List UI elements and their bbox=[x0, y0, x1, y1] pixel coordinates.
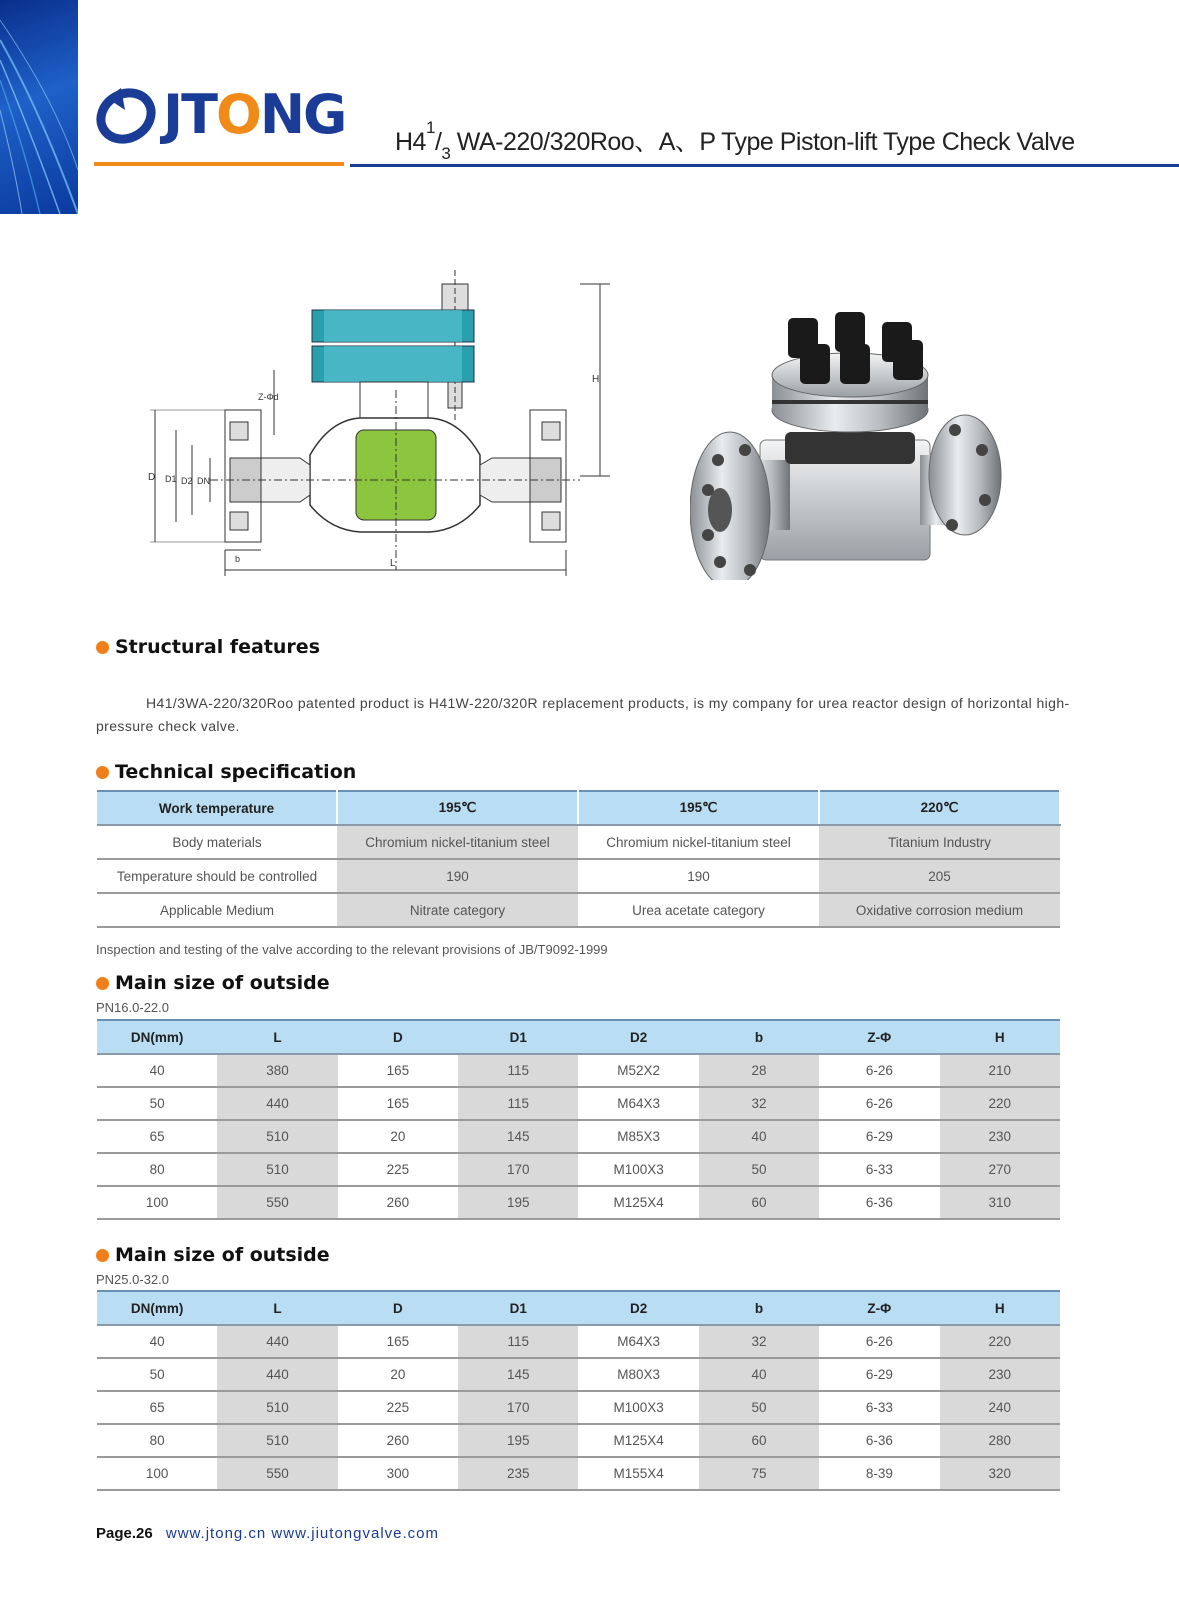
table-header-cell: D1 bbox=[458, 1291, 578, 1325]
table-cell: 170 bbox=[458, 1391, 578, 1424]
page-footer bbox=[96, 1525, 439, 1542]
brand-logo bbox=[95, 80, 345, 150]
table-cell: 300 bbox=[338, 1457, 458, 1490]
table-cell: 195 bbox=[458, 1186, 578, 1219]
table-cell: M64X3 bbox=[578, 1087, 698, 1120]
table-cell: 6-26 bbox=[819, 1325, 939, 1358]
table-cell: M80X3 bbox=[578, 1358, 698, 1391]
inspection-note: Inspection and testing of the valve according to the relevant provisions of JB/T9092-1999 bbox=[96, 942, 608, 957]
table-cell: 60 bbox=[699, 1186, 819, 1219]
table-row bbox=[97, 1391, 1060, 1424]
table-cell: 40 bbox=[699, 1120, 819, 1153]
table-header-cell: Z-Φ bbox=[819, 1291, 939, 1325]
table-cell: Chromium nickel-titanium steel bbox=[337, 825, 578, 859]
page-title: $H4^1/_3$ WA-220/320Roo、A、P Type Piston-lift Type Check Valve bbox=[395, 118, 1075, 163]
table-cell: 260 bbox=[338, 1186, 458, 1219]
table-cell: 510 bbox=[217, 1424, 337, 1457]
bullet-dot-icon bbox=[96, 1249, 109, 1262]
table-row bbox=[97, 859, 1060, 893]
table-cell: 205 bbox=[819, 859, 1060, 893]
table-cell: Body materials bbox=[97, 825, 337, 859]
table-cell: 20 bbox=[338, 1120, 458, 1153]
table-cell: 80 bbox=[97, 1153, 217, 1186]
table-header-cell: D1 bbox=[458, 1020, 578, 1054]
table-cell: 440 bbox=[217, 1358, 337, 1391]
table-header-cell: 195℃ bbox=[337, 791, 578, 825]
table-header-cell: D bbox=[338, 1291, 458, 1325]
table-cell: 220 bbox=[940, 1325, 1060, 1358]
dim-label-h: H bbox=[592, 374, 600, 385]
table-cell: 50 bbox=[97, 1087, 217, 1120]
dim-label-dn: DN bbox=[197, 476, 210, 486]
table-row bbox=[97, 1054, 1060, 1087]
technical-specification-table bbox=[97, 790, 1061, 928]
footer-website-links[interactable]: www.jtong.cn www.jiutongvalve.com bbox=[165, 1525, 439, 1542]
table-cell: 165 bbox=[338, 1054, 458, 1087]
table-cell: 6-26 bbox=[819, 1054, 939, 1087]
technical-specification-heading: Technical specification bbox=[96, 761, 356, 783]
table-cell: 440 bbox=[217, 1325, 337, 1358]
table-header-row bbox=[97, 1020, 1060, 1054]
table-cell: 115 bbox=[458, 1087, 578, 1120]
table-cell: Chromium nickel-titanium steel bbox=[578, 825, 819, 859]
table-cell: 8-39 bbox=[819, 1457, 939, 1490]
table-cell: 50 bbox=[699, 1153, 819, 1186]
table-cell: 260 bbox=[338, 1424, 458, 1457]
table-cell: 60 bbox=[699, 1424, 819, 1457]
main-size-heading-1: Main size of outside bbox=[96, 972, 330, 994]
table-cell: 145 bbox=[458, 1358, 578, 1391]
table-cell: 225 bbox=[338, 1153, 458, 1186]
table-cell: 115 bbox=[458, 1054, 578, 1087]
table-cell: 100 bbox=[97, 1186, 217, 1219]
table-cell: 28 bbox=[699, 1054, 819, 1087]
table-cell: 225 bbox=[338, 1391, 458, 1424]
table-row bbox=[97, 1153, 1060, 1186]
table-cell: M64X3 bbox=[578, 1325, 698, 1358]
table-cell: Nitrate category bbox=[337, 893, 578, 927]
table-cell: 50 bbox=[97, 1358, 217, 1391]
table-cell: 170 bbox=[458, 1153, 578, 1186]
table-cell: 230 bbox=[940, 1120, 1060, 1153]
logo-underline bbox=[94, 162, 344, 166]
dim-label-d2: D2 bbox=[181, 476, 193, 486]
valve-technical-drawing bbox=[140, 270, 640, 595]
structural-features-text: H41/3WA-220/320Roo patented product is H41W-220/320R replacement products, is my company for urea reactor design of horizontal high-pressure check valve. bbox=[96, 695, 1070, 734]
main-size-heading-2: Main size of outside bbox=[96, 1244, 330, 1266]
table-cell: M125X4 bbox=[578, 1424, 698, 1457]
table-cell: 280 bbox=[940, 1424, 1060, 1457]
table-header-cell: b bbox=[699, 1291, 819, 1325]
table-cell: Oxidative corrosion medium bbox=[819, 893, 1060, 927]
table-header-row bbox=[97, 1291, 1060, 1325]
main-size-table-1 bbox=[97, 1019, 1060, 1220]
table-header-cell: 195℃ bbox=[578, 791, 819, 825]
table-cell: 440 bbox=[217, 1087, 337, 1120]
table-cell: 310 bbox=[940, 1186, 1060, 1219]
logo-mark-icon bbox=[95, 80, 157, 150]
table-row bbox=[97, 1186, 1060, 1219]
table-cell: 190 bbox=[337, 859, 578, 893]
bullet-dot-icon bbox=[96, 766, 109, 779]
dim-label-z: Z-Φd bbox=[258, 392, 279, 402]
table-cell: Temperature should be controlled bbox=[97, 859, 337, 893]
table-cell: 210 bbox=[940, 1054, 1060, 1087]
table-row bbox=[97, 1087, 1060, 1120]
table-cell: M155X4 bbox=[578, 1457, 698, 1490]
table-cell: 6-36 bbox=[819, 1424, 939, 1457]
table-header-cell: D2 bbox=[578, 1291, 698, 1325]
table-cell: 510 bbox=[217, 1120, 337, 1153]
table-cell: M52X2 bbox=[578, 1054, 698, 1087]
table-cell: 165 bbox=[338, 1087, 458, 1120]
table-cell: 510 bbox=[217, 1153, 337, 1186]
main-size-table-2 bbox=[97, 1290, 1060, 1491]
table-header-cell: D2 bbox=[578, 1020, 698, 1054]
dim-label-d1: D1 bbox=[165, 474, 177, 484]
pressure-rating-2: PN25.0-32.0 bbox=[96, 1272, 169, 1287]
table-header-cell: Work temperature bbox=[97, 791, 337, 825]
table-cell: 50 bbox=[699, 1391, 819, 1424]
dim-label-d: D bbox=[148, 472, 156, 483]
logo-wordmark: JTONG bbox=[163, 83, 346, 146]
table-cell: 6-29 bbox=[819, 1358, 939, 1391]
table-cell: 165 bbox=[338, 1325, 458, 1358]
table-cell: 320 bbox=[940, 1457, 1060, 1490]
table-cell: 80 bbox=[97, 1424, 217, 1457]
table-cell: 380 bbox=[217, 1054, 337, 1087]
table-header-cell: DN(mm) bbox=[97, 1020, 217, 1054]
table-cell: 40 bbox=[97, 1325, 217, 1358]
table-cell: 75 bbox=[699, 1457, 819, 1490]
table-cell: 20 bbox=[338, 1358, 458, 1391]
table-header-cell: Z-Φ bbox=[819, 1020, 939, 1054]
table-header-cell: D bbox=[338, 1020, 458, 1054]
table-header-cell: 220℃ bbox=[819, 791, 1060, 825]
table-cell: 510 bbox=[217, 1391, 337, 1424]
bullet-dot-icon bbox=[96, 641, 109, 654]
page-number: Page.26 bbox=[96, 1525, 153, 1542]
table-row bbox=[97, 1358, 1060, 1391]
table-cell: 270 bbox=[940, 1153, 1060, 1186]
table-row bbox=[97, 1457, 1060, 1490]
table-header-cell: L bbox=[217, 1020, 337, 1054]
table-cell: 195 bbox=[458, 1424, 578, 1457]
table-cell: M100X3 bbox=[578, 1153, 698, 1186]
dim-label-l: L bbox=[390, 558, 396, 569]
table-cell: 240 bbox=[940, 1391, 1060, 1424]
table-cell: 6-33 bbox=[819, 1391, 939, 1424]
table-cell: Titanium Industry bbox=[819, 825, 1060, 859]
table-cell: 32 bbox=[699, 1325, 819, 1358]
table-cell: M85X3 bbox=[578, 1120, 698, 1153]
corner-decoration bbox=[0, 0, 78, 214]
table-header-cell: b bbox=[699, 1020, 819, 1054]
table-row bbox=[97, 1120, 1060, 1153]
table-header-cell: H bbox=[940, 1020, 1060, 1054]
dim-label-b: b bbox=[235, 554, 241, 564]
table-cell: 40 bbox=[97, 1054, 217, 1087]
table-cell: 550 bbox=[217, 1457, 337, 1490]
table-cell: 6-33 bbox=[819, 1153, 939, 1186]
table-cell: M125X4 bbox=[578, 1186, 698, 1219]
table-cell: 550 bbox=[217, 1186, 337, 1219]
structural-features-heading: Structural features bbox=[96, 636, 320, 658]
table-cell: 6-36 bbox=[819, 1186, 939, 1219]
bullet-dot-icon bbox=[96, 977, 109, 990]
table-row bbox=[97, 893, 1060, 927]
table-cell: 6-26 bbox=[819, 1087, 939, 1120]
header-rule bbox=[350, 164, 1179, 167]
table-cell: 65 bbox=[97, 1120, 217, 1153]
table-row bbox=[97, 1424, 1060, 1457]
pressure-rating-1: PN16.0-22.0 bbox=[96, 1000, 169, 1015]
table-row bbox=[97, 825, 1060, 859]
table-cell: 230 bbox=[940, 1358, 1060, 1391]
table-cell: Applicable Medium bbox=[97, 893, 337, 927]
table-header-row bbox=[97, 791, 1060, 825]
table-cell: 115 bbox=[458, 1325, 578, 1358]
table-cell: 235 bbox=[458, 1457, 578, 1490]
table-header-cell: L bbox=[217, 1291, 337, 1325]
table-cell: M100X3 bbox=[578, 1391, 698, 1424]
table-cell: 100 bbox=[97, 1457, 217, 1490]
table-cell: Urea acetate category bbox=[578, 893, 819, 927]
table-cell: 32 bbox=[699, 1087, 819, 1120]
table-cell: 40 bbox=[699, 1358, 819, 1391]
table-cell: 6-29 bbox=[819, 1120, 939, 1153]
table-cell: 220 bbox=[940, 1087, 1060, 1120]
table-header-cell: DN(mm) bbox=[97, 1291, 217, 1325]
table-row bbox=[97, 1325, 1060, 1358]
valve-product-photo bbox=[690, 300, 1010, 585]
table-cell: 145 bbox=[458, 1120, 578, 1153]
table-cell: 190 bbox=[578, 859, 819, 893]
table-header-cell: H bbox=[940, 1291, 1060, 1325]
table-cell: 65 bbox=[97, 1391, 217, 1424]
